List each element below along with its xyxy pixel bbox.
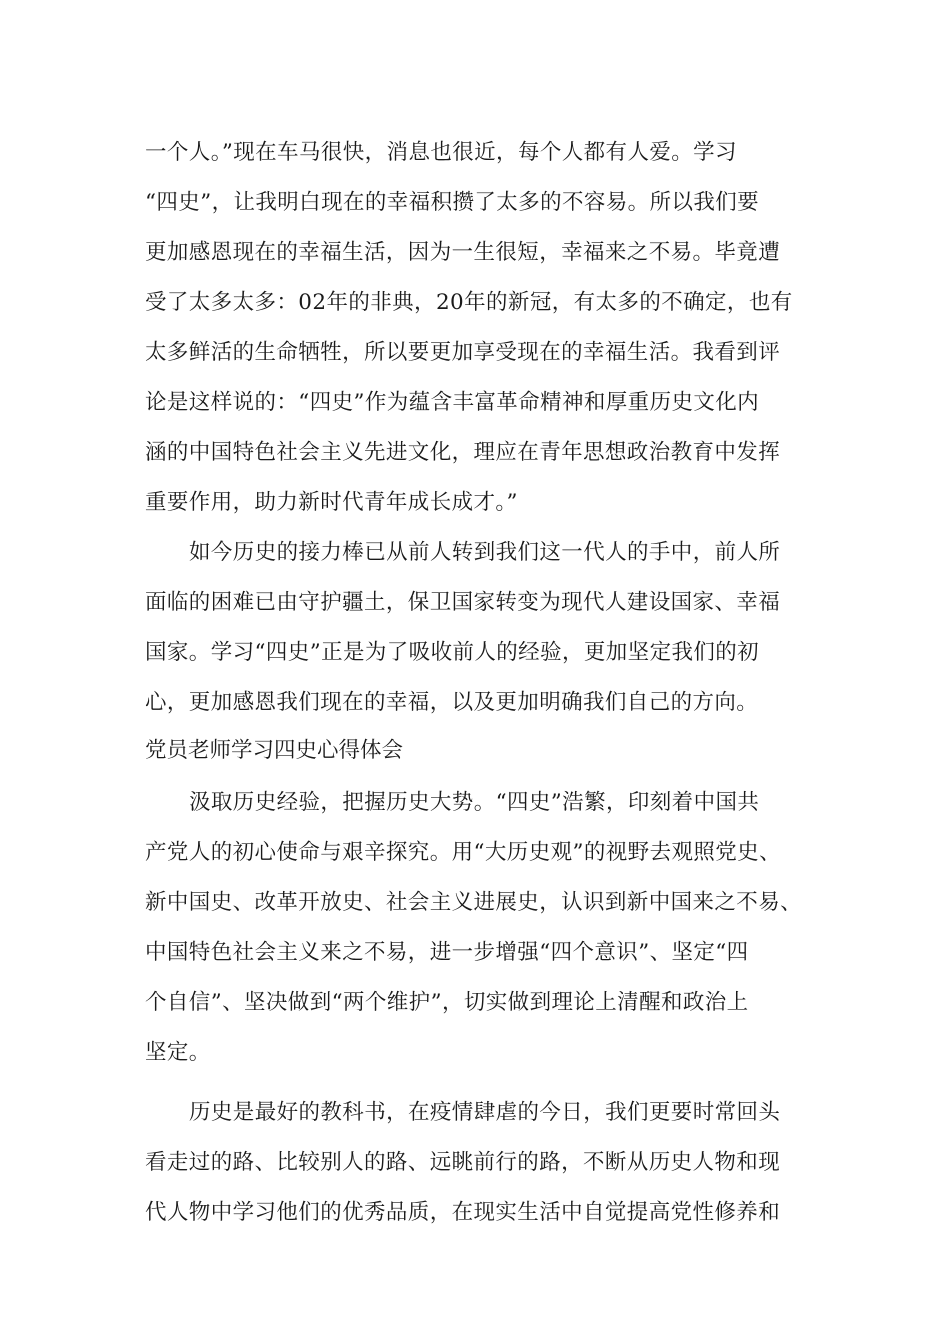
- section-heading: 党员老师学习四史心得体会: [145, 738, 404, 763]
- text-line: 汲取历史经验，把握历史大势。“四史”浩繁，印刻着中国共: [189, 790, 760, 815]
- text-line: 看走过的路、比较别人的路、远眺前行的路，不断从历史人物和现: [145, 1150, 781, 1175]
- text-line: 如今历史的接力棒已从前人转到我们这一代人的手中，前人所: [189, 540, 781, 565]
- text-line: 太多鲜活的生命牺牲，所以要更加享受现在的幸福生活。我看到评: [145, 340, 781, 365]
- text-line: 个自信”、坚决做到“两个维护”，切实做到理论上清醒和政治上: [145, 990, 749, 1015]
- text-line: 坚定。: [145, 1040, 211, 1065]
- text-line: 涵的中国特色社会主义先进文化，理应在青年思想政治教育中发挥: [145, 440, 781, 465]
- text-line: 更加感恩现在的幸福生活，因为一生很短，幸福来之不易。毕竟遭: [145, 240, 781, 265]
- text-line: 代人物中学习他们的优秀品质，在现实生活中自觉提高党性修养和: [145, 1200, 781, 1225]
- text-line: 论是这样说的：“四史”作为蕴含丰富革命精神和厚重历史文化内: [145, 390, 760, 415]
- text-line: 受了太多太多：02年的非典，20年的新冠，有太多的不确定，也有: [145, 290, 793, 315]
- text-line: “四史”，让我明白现在的幸福积攒了太多的不容易。所以我们要: [145, 190, 760, 215]
- text-line: 新中国史、改革开放史、社会主义进展史，认识到新中国来之不易、: [145, 890, 803, 915]
- text-line: 产党人的初心使命与艰辛探究。用“大历史观”的视野去观照党史、: [145, 840, 781, 865]
- text-line: 国家。学习“四史”正是为了吸收前人的经验，更加坚定我们的初: [145, 640, 760, 665]
- text-line: 历史是最好的教科书，在疫情肆虐的今日，我们更要时常回头: [189, 1100, 781, 1125]
- text-line: 重要作用，助力新时代青年成长成才。”: [145, 490, 518, 515]
- text-line: 面临的困难已由守护疆土，保卫国家转变为现代人建设国家、幸福: [145, 590, 781, 615]
- text-line: 一个人。”现在车马很快，消息也很近，每个人都有人爱。学习: [145, 140, 737, 165]
- text-line: 中国特色社会主义来之不易，进一步增强“四个意识”、坚定“四: [145, 940, 749, 965]
- text-line: 心，更加感恩我们现在的幸福，以及更加明确我们自己的方向。: [145, 690, 759, 715]
